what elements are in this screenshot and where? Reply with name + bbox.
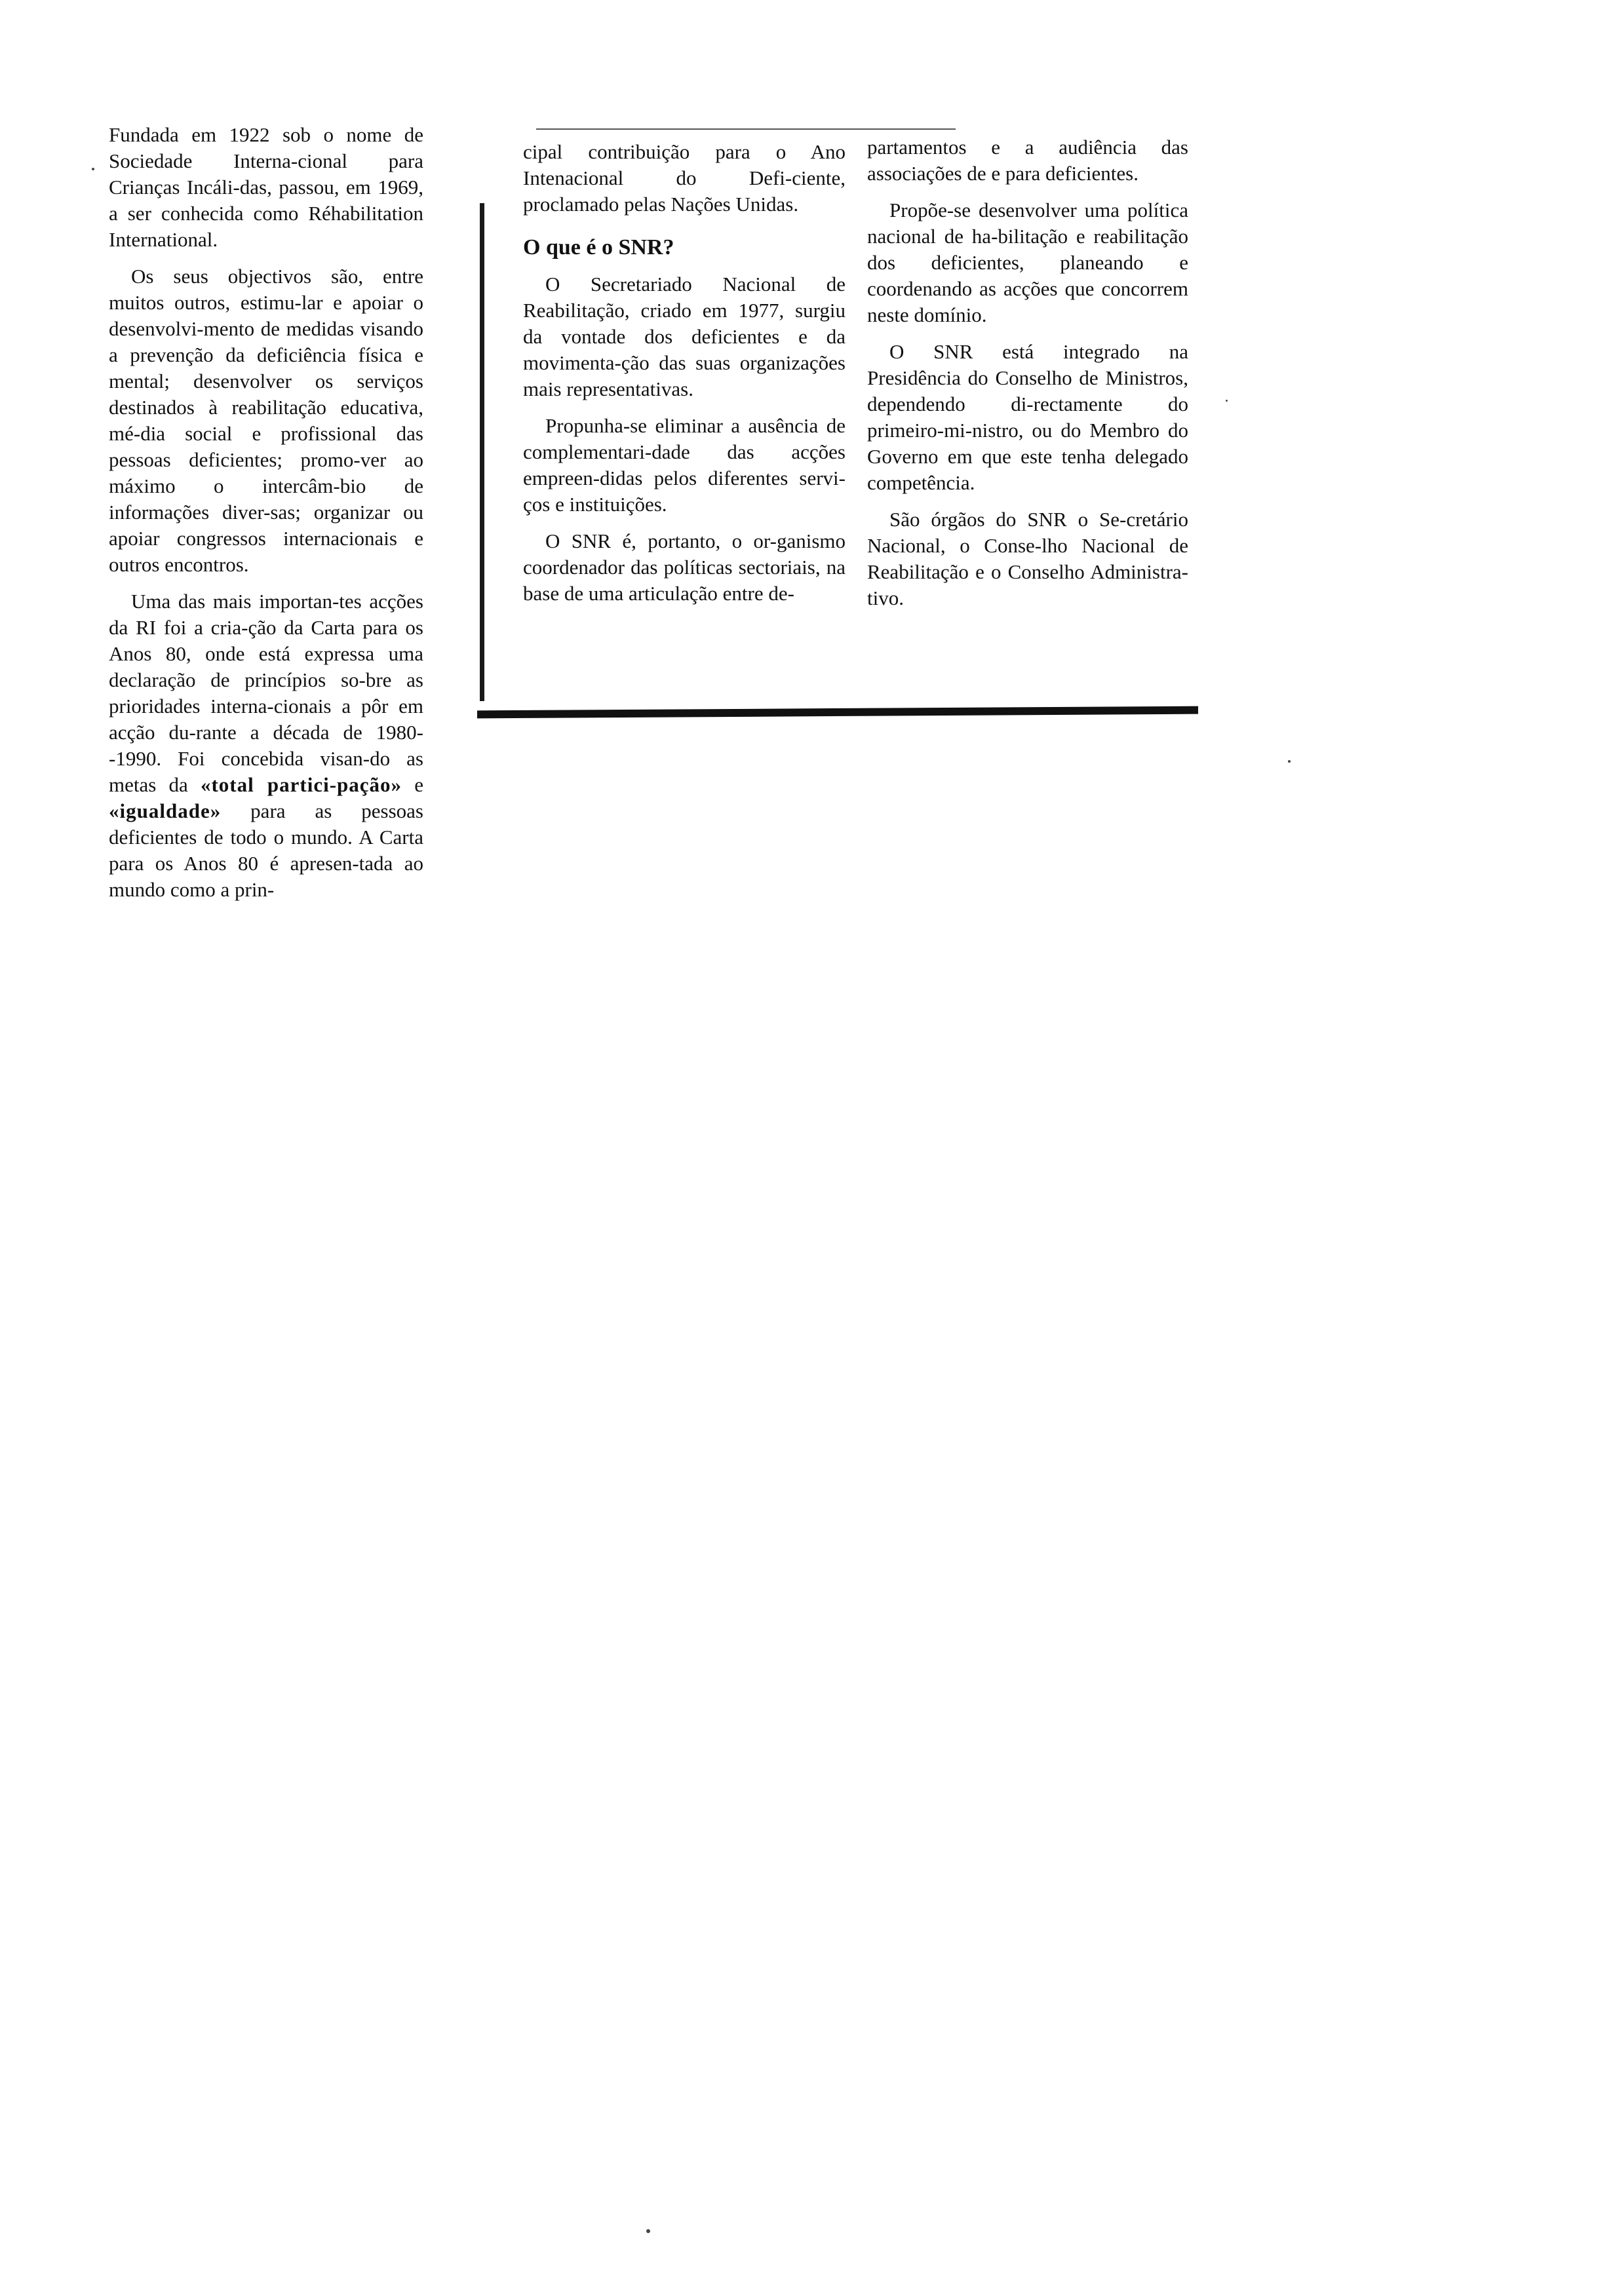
paragraph-snr-role: O SNR é, portanto, o or-ganismo coordenador das políticas sectoriais, na base de uma articulação entre de- — [523, 529, 846, 605]
article-column-2 — [523, 139, 846, 607]
paragraph-objectives: Os seus objectivos são, entre muitos outros, estimu-lar e apoiar o desenvolvi-mento de medidas visando a prevenção da deficiência física e mental; desenvolver os serviços destinados à reabilitação educativa, mé-dia social e profissional das pessoas deficientes; promo-ver ao máximo o intercâm-bio de informações diver-sas; organizar ou apoiar congressos internacionais e outros encontros. — [109, 265, 423, 576]
scan-speck — [646, 2229, 650, 2233]
scan-speck — [1288, 760, 1291, 763]
bottom-thick-rule — [477, 706, 1198, 719]
paragraph-snr-origin: O Secretariado Nacional de Reabilitação, criado em 1977, surgiu da vontade dos deficientes e da movimenta-ção das suas organizações mais representativas. — [523, 273, 846, 400]
paragraph-snr-aim: Propunha-se eliminar a ausência de complementari-dade das acções empreen-didas pelos diferentes servi-ços e instituições. — [523, 414, 846, 516]
scan-speck — [1226, 400, 1228, 402]
paragraph-integration: O SNR está integrado na Presidência do Conselho de Ministros, dependendo di-rectamente do primeiro-mi-nistro, ou do Membro do Governo em que este tenha delegado competência. — [867, 340, 1188, 494]
charter-text: Uma das mais importan-tes acções da RI foi a cria-ção da Carta para os Anos 80, onde está expressa uma declaração de princípios so-bre as prioridades interna-cionais a pôr em acção du-rante a década de 1980--1990. Foi concebida visan-do as metas da — [109, 590, 423, 796]
scan-speck — [92, 168, 94, 170]
vertical-column-rule — [480, 203, 484, 701]
connector-text: e — [402, 773, 423, 796]
paragraph-founding: Fundada em 1922 sob o nome de Sociedade Interna-cional para Crianças Incáli-das, passou, em 1969, a ser conhecida como Réhabilitation International. — [109, 123, 423, 251]
section-heading: O que é o SNR? — [523, 235, 674, 259]
top-column-rule — [536, 128, 956, 130]
article-column-3 — [867, 134, 1188, 611]
emphasis-total-participation: «total partici-pação» — [200, 773, 402, 796]
charter-closing-text: para as pessoas deficientes de todo o mundo. A Carta para os Anos 80 é apresen-tada ao mundo como a prin- — [109, 799, 423, 901]
paragraph-policy: Propõe-se desenvolver uma política nacional de ha-bilitação e reabilitação dos deficientes, planeando e coordenando as acções que concorrem neste domínio. — [867, 199, 1188, 326]
paragraph-continuation: cipal contribuição para o Ano Intenacional do Defi-ciente, proclamado pelas Nações Unidas. — [523, 140, 846, 216]
paragraph-charter — [109, 588, 423, 903]
emphasis-equality: «igualdade» — [109, 799, 222, 822]
paragraph-departments: partamentos e a audiência das associações de e para deficientes. — [867, 136, 1188, 185]
article-column-1 — [109, 122, 423, 903]
paragraph-organs: São órgãos do SNR o Se-cretário Nacional, o Conse-lho Nacional de Reabilitação e o Conselho Administra-tivo. — [867, 508, 1188, 609]
